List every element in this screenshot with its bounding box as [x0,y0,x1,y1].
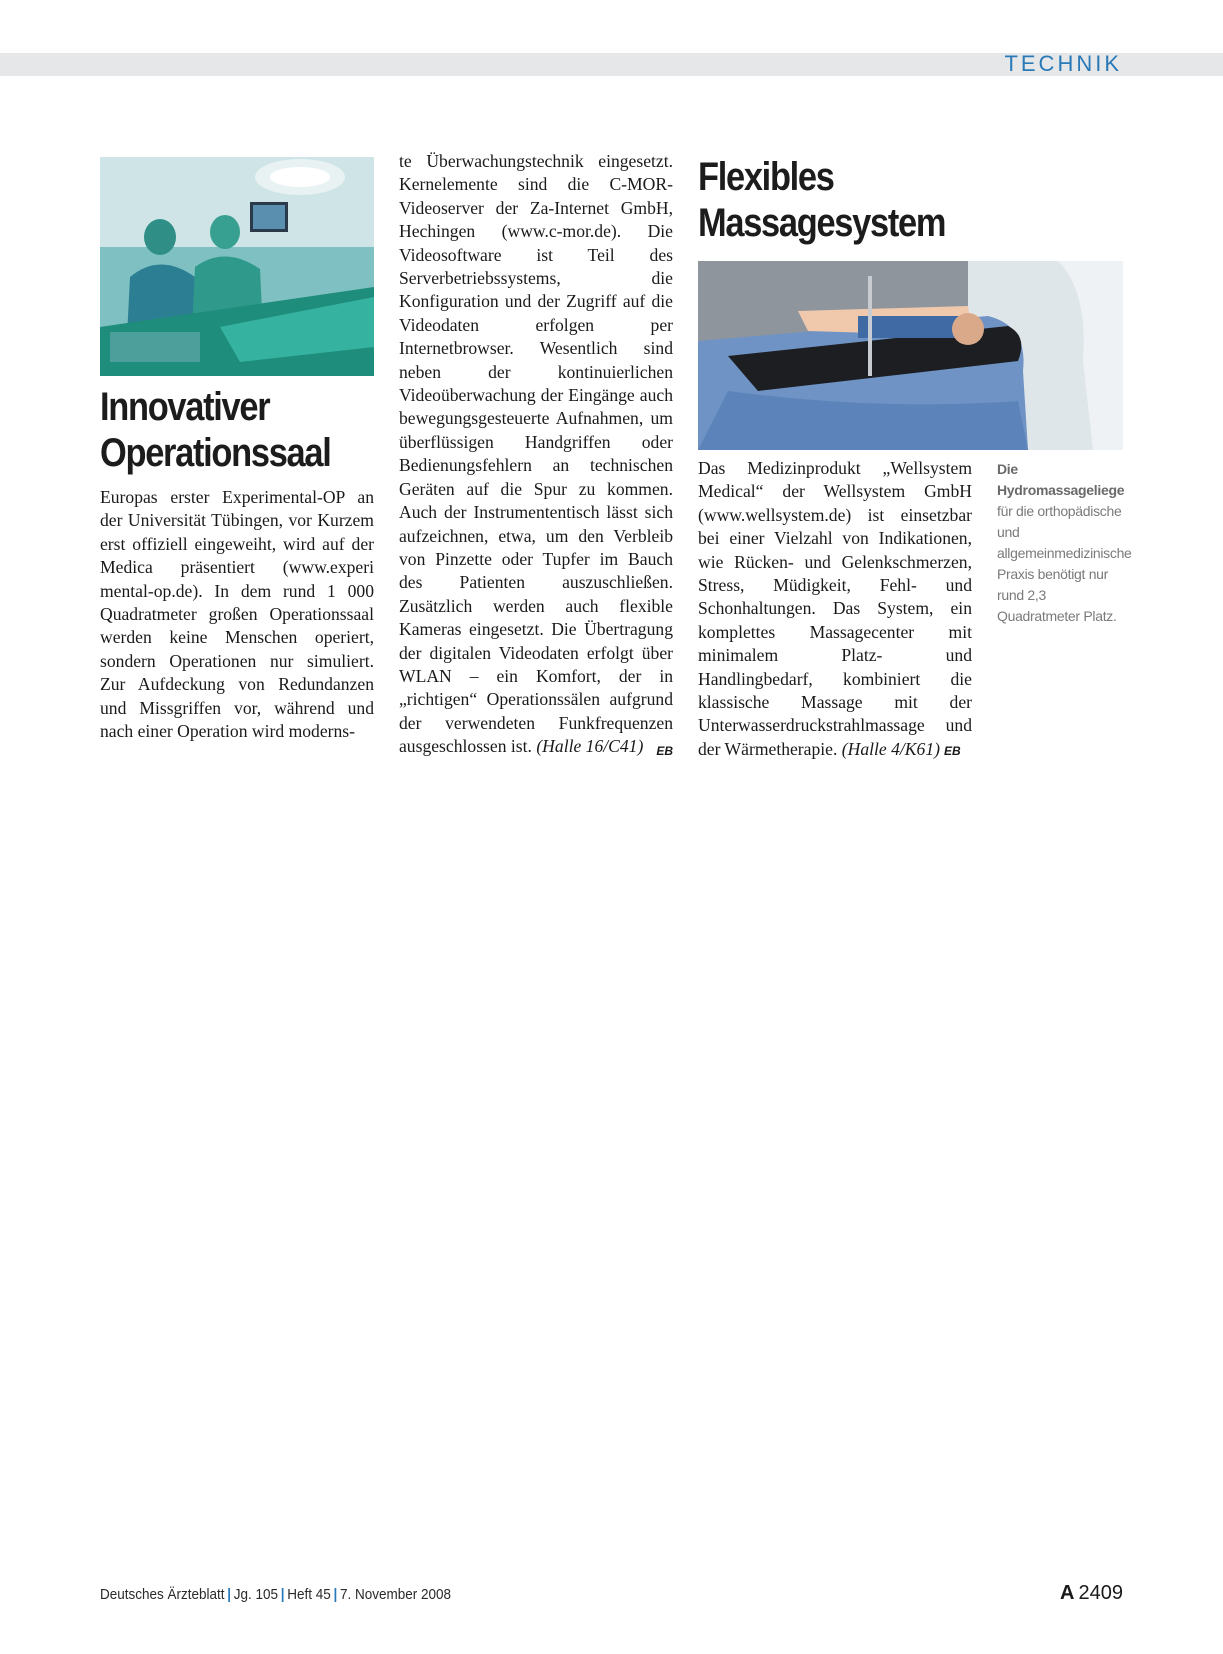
article1-column1 [100,154,374,743]
operating-room-photo [100,157,374,376]
section-label: TECHNIK [1004,51,1122,76]
photo-caption-text [997,459,1132,627]
article2-body [698,457,972,763]
article2-body-text: Das Medizinprodukt „Wellsystem Medical“ der Wellsystem GmbH (www.wellsystem.de) ist einsetzbar bei einer Vielzahl von Indikationen, wie Rücken- und Gelenkschmerzen, Stress, Müdigkeit, Fehl- und Schonhaltungen. Das System, ein komplettes Massagecenter mit minimalem Platz- und Handlingbedarf, kombiniert die klassische Massage mit der Unterwasserdruckstrahlmassage und der Wärmetherapie. [698,458,972,759]
footer-issue: Heft 45 [287,1586,331,1603]
footer-publication-info [100,1586,451,1603]
article1-headline-line2: Operationssaal [100,431,331,475]
footer-separator: | [333,1586,338,1603]
footer-journal: Deutsches Ärzteblatt [100,1586,225,1603]
article2-column [698,154,972,763]
massage-bed-photo [698,261,1123,450]
article2-author: EB [944,743,961,758]
footer-page-value: 2409 [1078,1582,1123,1604]
footer-page-prefix: A [1060,1582,1075,1604]
article2-hall: (Halle 4/K61) [841,738,940,759]
footer-separator: | [227,1586,232,1603]
photo-caption-rest: für die orthopädische und allgemeinmedizinische Praxis benötigt nur rund 2,3 Quadratmeter Platz. [997,503,1132,624]
article1-body-part1: Europas erster Experimental-OP an der Universität Tübingen, vor Kurzem erst offiziell eingeweiht, wird auf der Medica präsentiert (www.experi mental-op.de). In dem rund 1 000 Quadratmeter großen Operationssaal werden keine Menschen operiert, sondern Operationen nur simuliert. Zur Aufdeckung von Redundanzen und Missgriffen vor, während und nach einer Operation wird moderns- [100,487,374,742]
footer-page-number [1060,1582,1123,1605]
footer-separator: | [280,1586,285,1603]
article1-column2 [399,151,673,764]
article1-body-part2-text: te Überwachungstechnik eingesetzt. Kernelemente sind die C-MOR-Videoserver der Za-Internet GmbH, Hechingen (www.c-mor.de). Die Videosoftware ist Teil des Serverbetriebssystems, die Konfiguration und der Zugriff auf die Videodaten erfolgen per Internetbrowser. Wesentlich sind neben der kontinuierlichen Videoüberwachung der Eingänge auch bewegungsgesteuerte Aufnahmen, um überflüssigen Handgriffen oder Bedienungsfehlern an technischen Geräten auf die Spur zu kommen. Auch der Instrumententisch lässt sich aufzeichnen, etwa, um den Verbleib von Pinzette oder Tupfer im Bauch des Patienten auszuschließen. Zusätzlich werden auch flexible Kameras eingesetzt. Die Übertragung der digitalen Videodaten erfolgt über WLAN – ein Komfort, der in „richtigen“ Operationssälen aufgrund der verwendeten Funkfrequenzen ausgeschlossen ist. [399,151,673,757]
article1-author: EB [656,744,673,759]
article1-headline-line1: Innovativer [100,385,270,429]
footer-date: 7. November 2008 [339,1586,452,1603]
photo-caption [997,459,1132,627]
operating-room-illustration [100,157,374,376]
article1-headline [100,384,336,476]
article2-headline [698,154,946,246]
article2-headline-line2: Massagesystem [698,201,946,245]
article2-headline-line1: Flexibles [698,155,834,199]
photo-caption-bold: Die Hydromassageliege [997,461,1125,498]
article1-body-part2 [399,150,673,759]
article1-hall: (Halle 16/C41) [536,736,644,757]
footer-volume: Jg. 105 [233,1586,279,1603]
massage-bed-illustration [698,261,1123,450]
